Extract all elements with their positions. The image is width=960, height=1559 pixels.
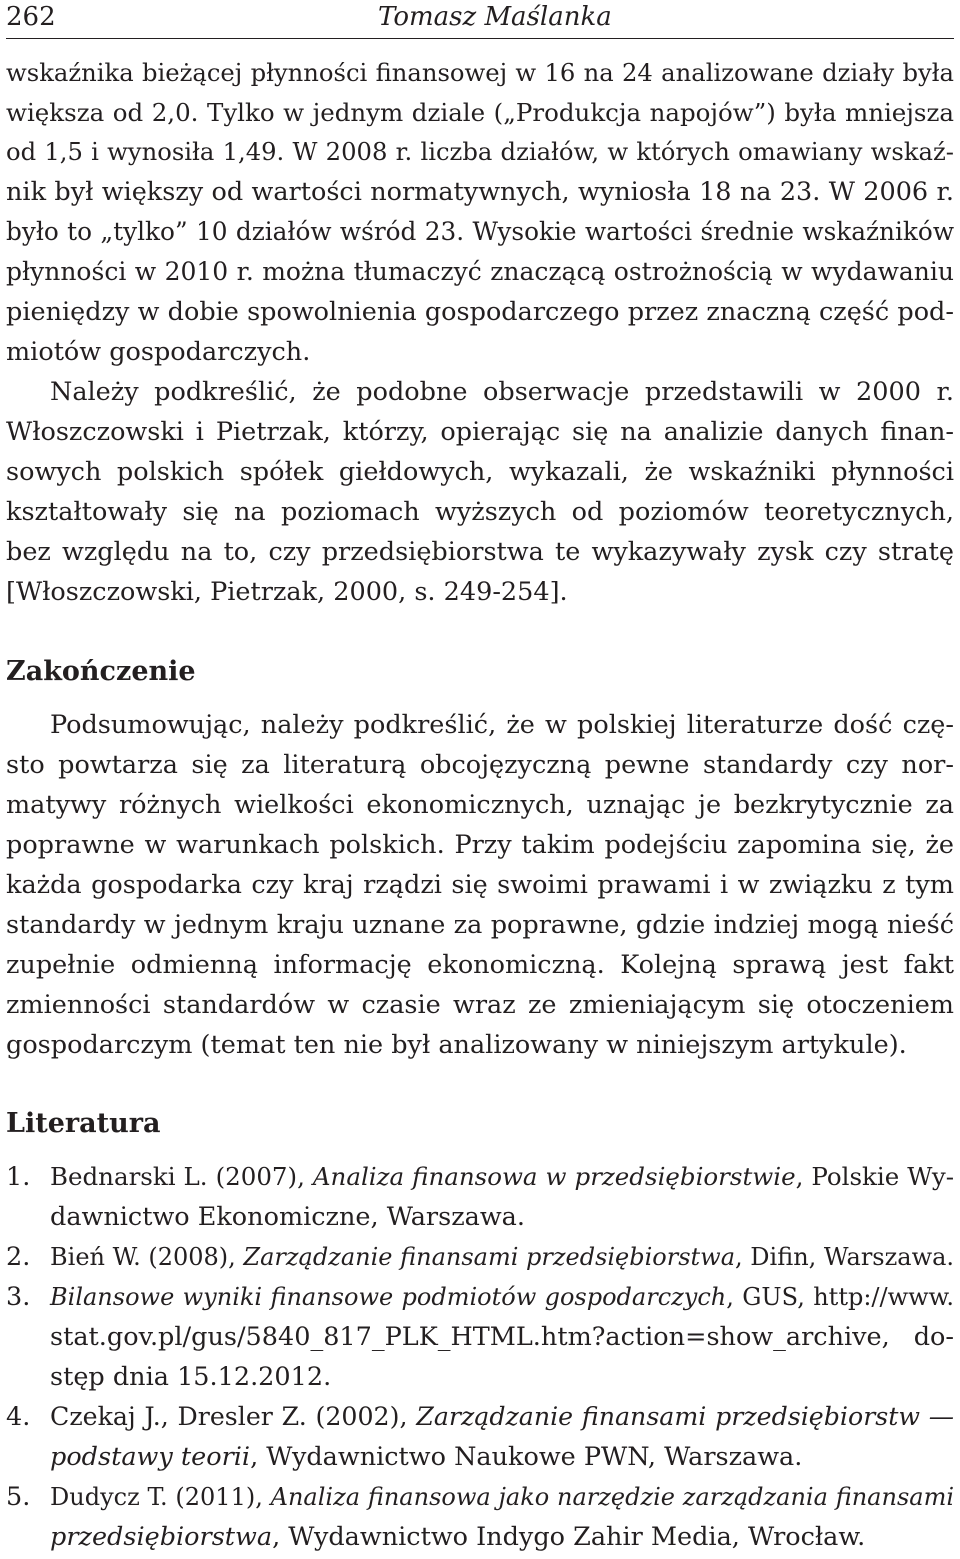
reference-number: 3.	[6, 1282, 31, 1312]
text-line: większa od 2,0. Tylko w jednym dziale („Produkcja napojów”) była mniejsza	[6, 98, 954, 127]
reference-authors: Czekaj J., Dresler Z. (2002),	[50, 1402, 417, 1431]
reference-line	[50, 1239, 954, 1275]
reference-title: Zarządzanie finansami przedsiębiorstwa	[243, 1243, 736, 1271]
reference-number: 1.	[6, 1162, 31, 1192]
text-line: standardy w jednym kraju uznane za poprawne, gdzie indziej mogą nieść	[6, 910, 954, 940]
reference-publisher: , GUS, http://www.	[726, 1283, 954, 1311]
reference-title: Analiza finansowa jako narzędzie zarządzania finansami	[270, 1483, 954, 1511]
reference-title: Bilansowe wyniki finansowe podmiotów gospodarczych	[50, 1283, 727, 1311]
text-line: bez względu na to, czy przedsiębiorstwa te wykazywały zysk czy stratę	[6, 537, 954, 567]
page-number: 262	[6, 2, 56, 32]
text-line: matywy różnych wielkości ekonomicznych, uznając je bezkrytycznie za	[6, 790, 954, 820]
reference-line: dawnictwo Ekonomiczne, Warszawa.	[50, 1202, 525, 1232]
text-line: gospodarczym (temat ten nie był analizowany w niniejszym artykule).	[6, 1030, 907, 1060]
text-line: płynności w 2010 r. można tłumaczyć znaczącą ostrożnością w wydawaniu	[6, 257, 954, 286]
page-header	[6, 0, 954, 40]
reference-line	[50, 1519, 954, 1555]
reference-line	[50, 1439, 954, 1475]
text-line: miotów gospodarczych.	[6, 337, 311, 367]
reference-title: podstawy teorii	[50, 1442, 251, 1472]
text-line: zupełnie odmienną informację ekonomiczną. Kolejną sprawą jest fakt	[6, 950, 954, 980]
text-line: od 1,5 i wynosiła 1,49. W 2008 r. liczba działów, w których omawiany wskaź-	[6, 137, 954, 166]
text-line: pieniędzy w dobie spowolnienia gospodarczego przez znaczną część pod-	[6, 297, 954, 327]
reference-line	[50, 1479, 954, 1515]
text-line: było to „tylko” 10 działów wśród 23. Wysokie wartości średnie wskaźników	[6, 217, 954, 246]
reference-authors: Bednarski L. (2007),	[50, 1162, 313, 1191]
reference-authors: Bień W. (2008),	[50, 1243, 244, 1271]
text-line: kształtowały się na poziomach wyższych od poziomów teoretycznych,	[6, 497, 954, 527]
reference-number: 4.	[6, 1402, 31, 1432]
reference-publisher: , Wydawnictwo Indygo Zahir Media, Wrocław.	[272, 1522, 866, 1552]
text-line: zmienności standardów w czasie wraz ze zmieniającym się otoczeniem	[6, 990, 954, 1020]
text-line: poprawne w warunkach polskich. Przy takim podejściu zapomina się, że	[6, 830, 954, 860]
text-line: Podsumowując, należy podkreślić, że w polskiej literaturze dość czę-	[50, 710, 954, 740]
reference-line: stęp dnia 15.12.2012.	[50, 1362, 332, 1392]
reference-publisher: , Wydawnictwo Naukowe PWN, Warszawa.	[250, 1442, 803, 1472]
text-line: każda gospodarka czy kraj rządzi się swoimi prawami i w związku z tym	[6, 870, 954, 900]
reference-url[interactable]: stat.gov.pl/gus/5840_817_PLK_HTML.htm?action=show_archive, do-	[50, 1322, 954, 1352]
reference-number: 5.	[6, 1482, 31, 1512]
text-line: wskaźnika bieżącej płynności finansowej w 16 na 24 analizowane działy była	[6, 58, 954, 87]
text-line: sto powtarza się za literaturą obcojęzyczną pewne standardy czy nor-	[6, 750, 954, 780]
text-line: sowych polskich spółek giełdowych, wykazali, że wskaźniki płynności	[6, 457, 954, 487]
reference-publisher: , Difin, Warszawa.	[735, 1243, 955, 1271]
text-line: Włoszczowski i Pietrzak, którzy, opierając się na analizie danych finan-	[6, 417, 954, 447]
section-heading-conclusion: Zakończenie	[6, 656, 196, 687]
reference-publisher: , Polskie Wy-	[795, 1162, 954, 1191]
reference-line	[50, 1279, 954, 1315]
reference-title: Zarządzanie finansami przedsiębiorstw —	[416, 1402, 955, 1431]
reference-number: 2.	[6, 1242, 31, 1272]
reference-title: przedsiębiorstwa	[50, 1522, 273, 1552]
text-line: Należy podkreślić, że podobne obserwacje przedstawili w 2000 r.	[50, 377, 954, 407]
header-rule	[6, 38, 954, 39]
reference-authors: Dudycz T. (2011),	[50, 1483, 271, 1511]
running-head: Tomasz Maślanka	[378, 2, 612, 32]
reference-line	[50, 1399, 954, 1435]
text-line: [Włoszczowski, Pietrzak, 2000, s. 249-254].	[6, 577, 568, 607]
section-heading-literature: Literatura	[6, 1108, 161, 1139]
text-line: nik był większy od wartości normatywnych, wyniosła 18 na 23. W 2006 r.	[6, 177, 954, 207]
reference-title: Analiza finansowa w przedsiębiorstwie	[312, 1162, 796, 1191]
reference-line	[50, 1159, 954, 1195]
